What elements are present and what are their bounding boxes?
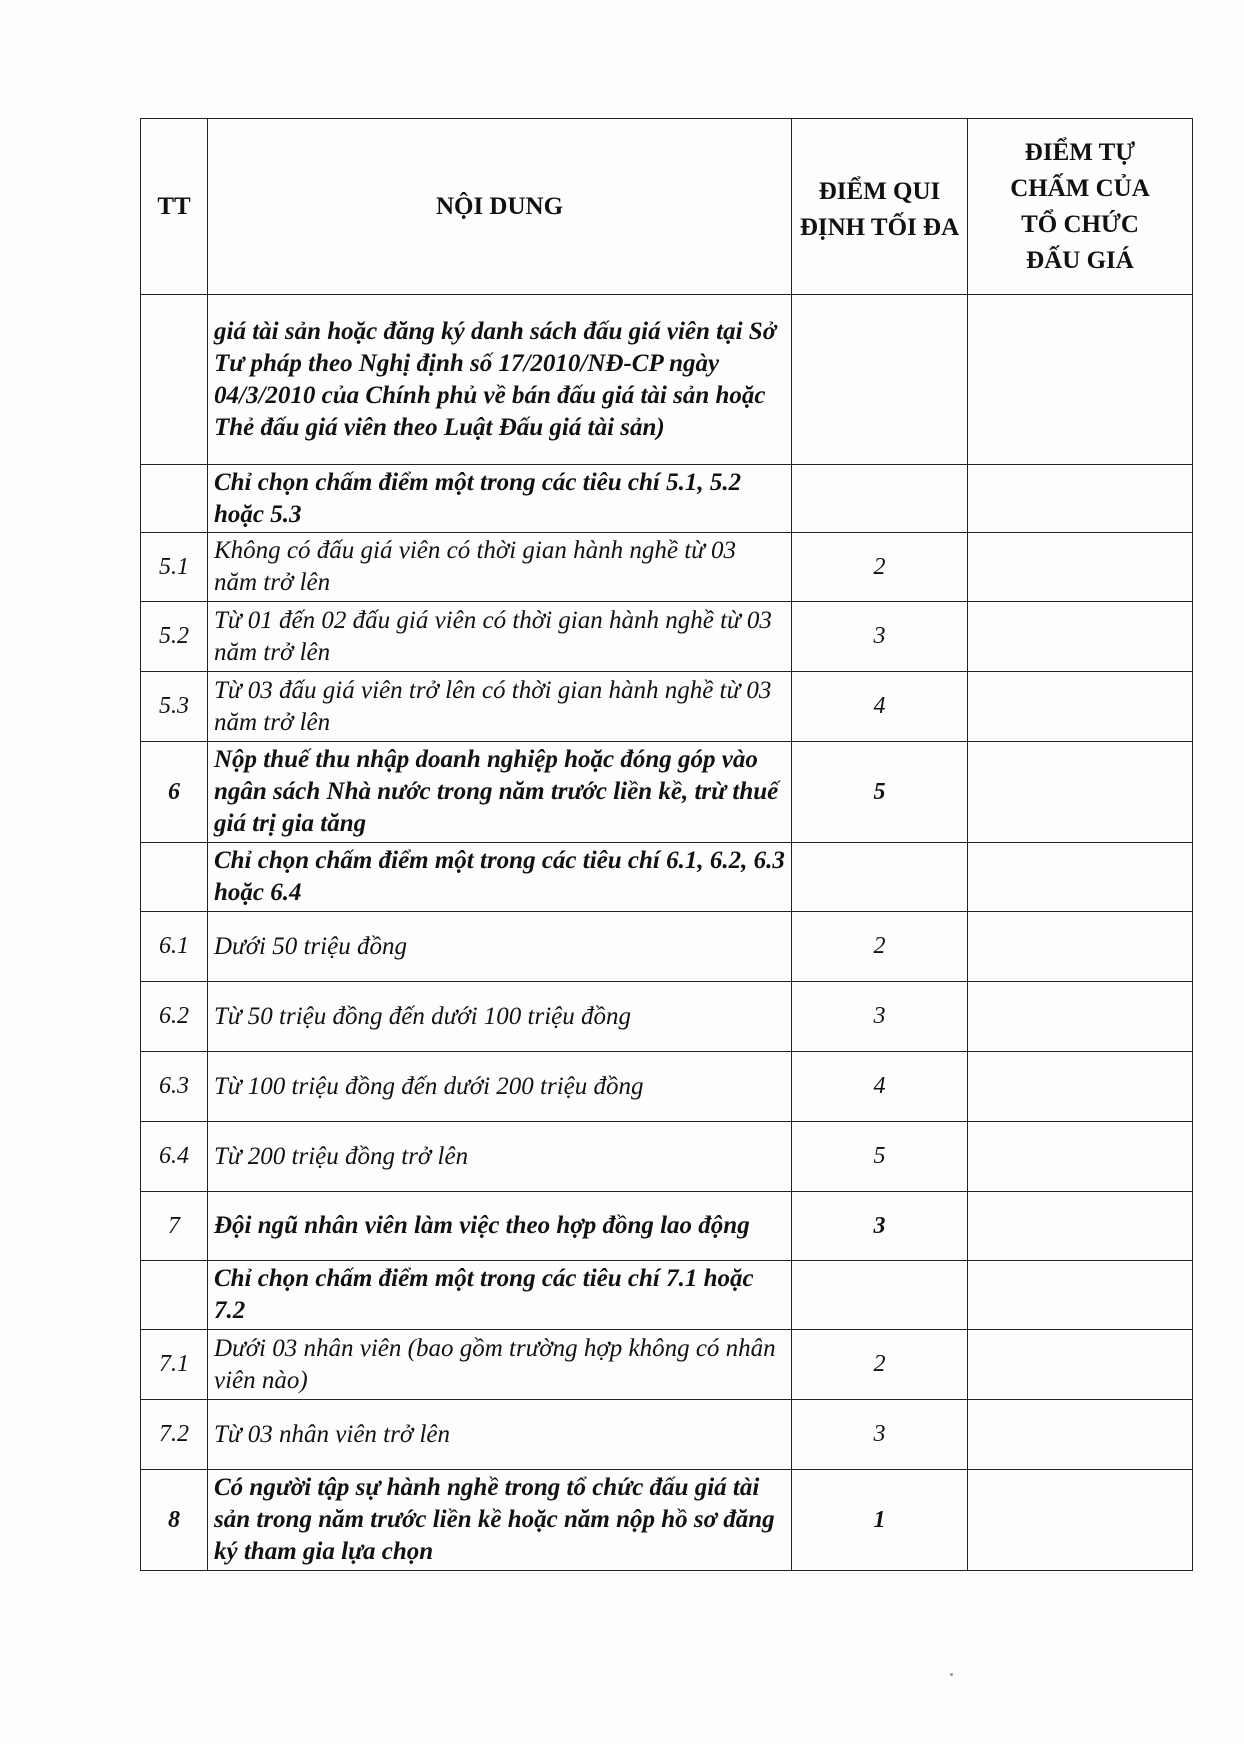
row-max-points: 2 — [792, 1330, 968, 1400]
row-max-points — [792, 465, 968, 533]
row-max-points: 4 — [792, 1052, 968, 1122]
row-content: Từ 200 triệu đồng trở lên — [208, 1122, 792, 1192]
row-tt — [141, 465, 208, 533]
table-row — [141, 672, 1193, 742]
row-self-points — [968, 1192, 1193, 1261]
row-tt — [141, 295, 208, 465]
row-self-points — [968, 1261, 1193, 1330]
row-self-points — [968, 843, 1193, 912]
row-content: Từ 100 triệu đồng đến dưới 200 triệu đồng — [208, 1052, 792, 1122]
table-row — [141, 912, 1193, 982]
row-self-points — [968, 1122, 1193, 1192]
header-self-points — [968, 119, 1193, 295]
header-row — [141, 119, 1193, 295]
table-row — [141, 742, 1193, 843]
row-self-points — [968, 672, 1193, 742]
row-content: Chỉ chọn chấm điểm một trong các tiêu chí 5.1, 5.2 hoặc 5.3 — [208, 465, 792, 533]
row-content: Từ 50 triệu đồng đến dưới 100 triệu đồng — [208, 982, 792, 1052]
row-tt: 5.1 — [141, 533, 208, 602]
row-self-points — [968, 1330, 1193, 1400]
row-content: Từ 03 nhân viên trở lên — [208, 1400, 792, 1470]
table-row — [141, 982, 1193, 1052]
row-tt: 6.2 — [141, 982, 208, 1052]
row-content: Dưới 03 nhân viên (bao gồm trường hợp không có nhân viên nào) — [208, 1330, 792, 1400]
row-self-points — [968, 982, 1193, 1052]
row-max-points: 2 — [792, 533, 968, 602]
row-tt: 7.1 — [141, 1330, 208, 1400]
row-max-points: 2 — [792, 912, 968, 982]
row-self-points — [968, 742, 1193, 843]
row-max-points: 3 — [792, 1192, 968, 1261]
row-content: giá tài sản hoặc đăng ký danh sách đấu giá viên tại Sở Tư pháp theo Nghị định số 17/2010/NĐ-CP ngày 04/3/2010 của Chính phủ về bán đấu giá tài sản hoặc Thẻ đấu giá viên theo Luật Đấu giá tài sản) — [208, 295, 792, 465]
row-self-points — [968, 1400, 1193, 1470]
row-tt: 5.2 — [141, 602, 208, 672]
table-row — [141, 533, 1193, 602]
header-tt: TT — [141, 119, 208, 295]
scan-speck — [950, 1673, 953, 1676]
row-self-points — [968, 602, 1193, 672]
table-row — [141, 1122, 1193, 1192]
row-tt: 5.3 — [141, 672, 208, 742]
row-self-points — [968, 912, 1193, 982]
row-max-points: 1 — [792, 1470, 968, 1571]
table-row — [141, 1052, 1193, 1122]
header-max-points — [792, 119, 968, 295]
table-row — [141, 465, 1193, 533]
row-content: Đội ngũ nhân viên làm việc theo hợp đồng lao động — [208, 1192, 792, 1261]
row-max-points — [792, 843, 968, 912]
row-tt: 7.2 — [141, 1400, 208, 1470]
scoring-table — [140, 118, 1193, 1571]
row-tt: 6.1 — [141, 912, 208, 982]
row-content: Nộp thuế thu nhập doanh nghiệp hoặc đóng góp vào ngân sách Nhà nước trong năm trước liền kề, trừ thuế giá trị gia tăng — [208, 742, 792, 843]
table-row — [141, 1330, 1193, 1400]
row-self-points — [968, 1052, 1193, 1122]
table-row — [141, 602, 1193, 672]
row-tt: 6 — [141, 742, 208, 843]
table-row — [141, 1261, 1193, 1330]
table-row — [141, 295, 1193, 465]
row-content: Chỉ chọn chấm điểm một trong các tiêu chí 7.1 hoặc 7.2 — [208, 1261, 792, 1330]
row-max-points: 3 — [792, 602, 968, 672]
row-self-points — [968, 295, 1193, 465]
table-row — [141, 1470, 1193, 1571]
row-content: Không có đấu giá viên có thời gian hành nghề từ 03 năm trở lên — [208, 533, 792, 602]
row-max-points: 3 — [792, 982, 968, 1052]
row-self-points — [968, 465, 1193, 533]
row-tt: 7 — [141, 1192, 208, 1261]
row-content: Từ 03 đấu giá viên trở lên có thời gian hành nghề từ 03 năm trở lên — [208, 672, 792, 742]
table-row — [141, 1400, 1193, 1470]
row-max-points: 4 — [792, 672, 968, 742]
header-content: NỘI DUNG — [208, 119, 792, 295]
row-max-points: 3 — [792, 1400, 968, 1470]
header-self-points-text: ĐIỂM TỰ CHẤM CỦA TỔ CHỨC ĐẤU GIÁ — [1010, 138, 1150, 274]
header-max-points-text: ĐIỂM QUI ĐỊNH TỐI ĐA — [799, 177, 960, 241]
row-max-points — [792, 1261, 968, 1330]
table-row — [141, 843, 1193, 912]
row-max-points — [792, 295, 968, 465]
row-max-points: 5 — [792, 742, 968, 843]
row-tt: 6.3 — [141, 1052, 208, 1122]
row-tt — [141, 843, 208, 912]
row-content: Dưới 50 triệu đồng — [208, 912, 792, 982]
row-tt: 6.4 — [141, 1122, 208, 1192]
table-row — [141, 1192, 1193, 1261]
row-tt — [141, 1261, 208, 1330]
row-self-points — [968, 533, 1193, 602]
row-content: Từ 01 đến 02 đấu giá viên có thời gian hành nghề từ 03 năm trở lên — [208, 602, 792, 672]
row-content: Có người tập sự hành nghề trong tổ chức đấu giá tài sản trong năm trước liền kề hoặc năm nộp hồ sơ đăng ký tham gia lựa chọn — [208, 1470, 792, 1571]
row-content: Chỉ chọn chấm điểm một trong các tiêu chí 6.1, 6.2, 6.3 hoặc 6.4 — [208, 843, 792, 912]
row-self-points — [968, 1470, 1193, 1571]
row-tt: 8 — [141, 1470, 208, 1571]
row-max-points: 5 — [792, 1122, 968, 1192]
